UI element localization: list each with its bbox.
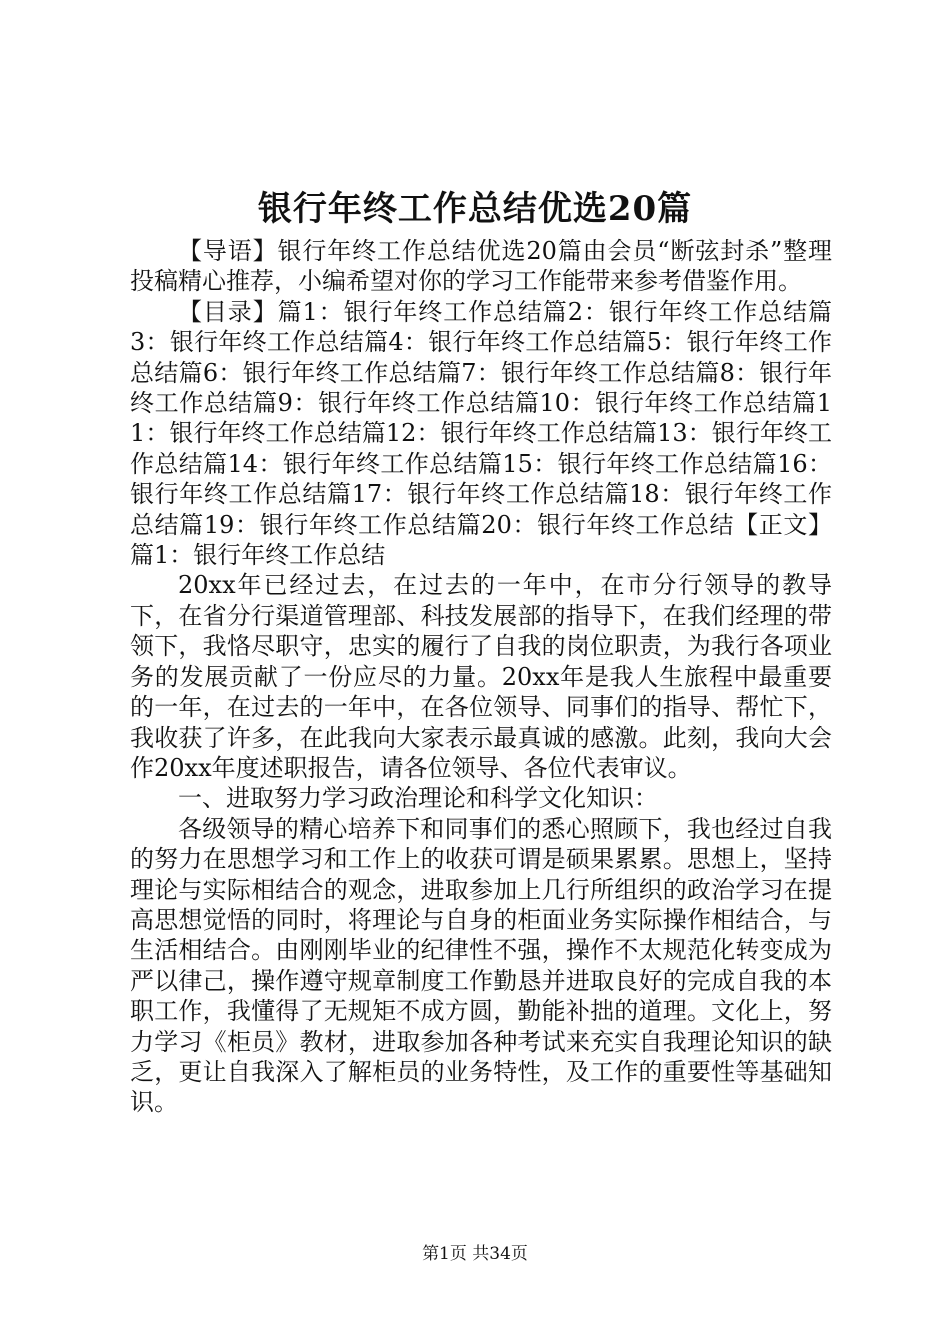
body-paragraph: 各级领导的精心培养下和同事们的悉心照顾下，我也经过自我的努力在思想学习和工作上的收获可谓是硕果累累。思想上，坚持理论与实际相结合的观念，进取参加上几行所组织的政治学习在提高思想觉悟的同时，将理论与自身的柜面业务实际操作相结合，与生活相结合。由刚刚毕业的纪律性不强，操作不太规范化转变成为严以律己，操作遵守规章制度工作勤恳并进取良好的完成自我的本职工作，我懂得了无规矩不成方圆，勤能补拙的道理。文化上，努力学习《柜员》教材，进取参加各种考试来充实自我理论知识的缺乏，更让自我深入了解柜员的业务特性，及工作的重要性等基础知识。 — [130, 814, 832, 1117]
document-title: 银行年终工作总结优选20篇 — [257, 189, 693, 229]
body-paragraph: 20xx年已经过去，在过去的一年中，在市分行领导的教导下，在省分行渠道管理部、科技发展部的指导下，在我们经理的带领下，我恪尽职守，忠实的履行了自我的岗位职责，为我行各项业务的发展贡献了一份应尽的力量。20xx年是我人生旅程中最重要的一年，在过去的一年中，在各位领导、同事们的指导、帮忙下，我收获了许多，在此我向大家表示最真诚的感激。此刻，我向大会作20xx年度述职报告，请各位领导、各位代表审议。 — [130, 571, 832, 782]
page-footer: 第1页 共34页 — [422, 1244, 528, 1264]
intro-paragraph: 【导语】银行年终工作总结优选20篇由会员“断弦封杀”整理投稿精心推荐，小编希望对你的学习工作能带来参考借鉴作用。 — [130, 237, 832, 296]
document-body — [130, 236, 832, 1118]
contents-paragraph: 【目录】篇1：银行年终工作总结篇2：银行年终工作总结篇3：银行年终工作总结篇4：银行年终工作总结篇5：银行年终工作总结篇6：银行年终工作总结篇7：银行年终工作总结篇8：银行年终工作总结篇9：银行年终工作总结篇10：银行年终工作总结篇11：银行年终工作总结篇12：银行年终工作总结篇13：银行年终工作总结篇14：银行年终工作总结篇15：银行年终工作总结篇16：银行年终工作总结篇17：银行年终工作总结篇18：银行年终工作总结篇19：银行年终工作总结篇20：银行年终工作总结【正文】篇1：银行年终工作总结 — [130, 297, 832, 570]
section-heading: 一、进取努力学习政治理论和科学文化知识： — [178, 784, 658, 813]
